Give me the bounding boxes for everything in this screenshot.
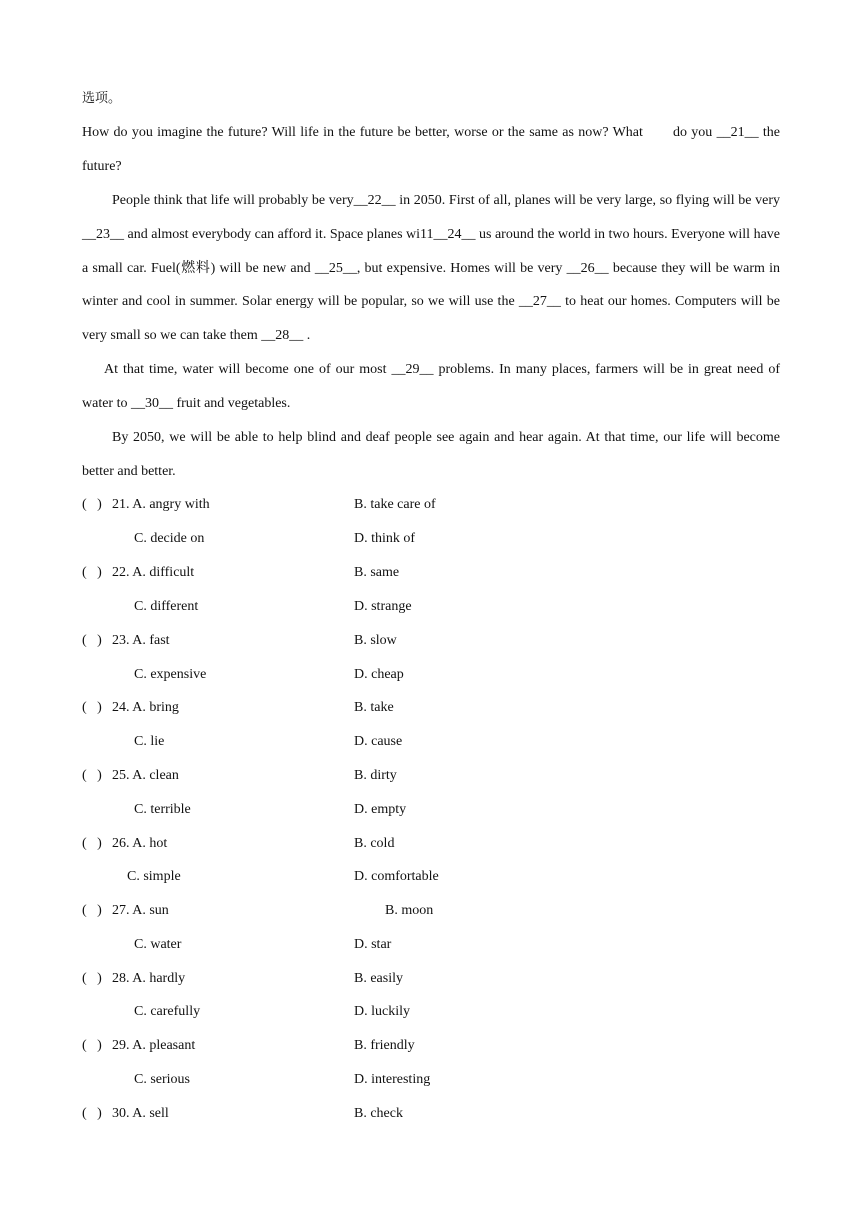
question-23-row-1 bbox=[82, 630, 397, 652]
answer-blank-22[interactable]: ( ) bbox=[82, 565, 102, 580]
option-28-d: D. luckily bbox=[354, 1004, 410, 1019]
answer-blank-26[interactable]: ( ) bbox=[82, 836, 102, 851]
option-21-a: 21. A. angry with bbox=[112, 497, 210, 512]
option-29-c: C. serious bbox=[134, 1072, 190, 1087]
question-24-row-1 bbox=[82, 697, 394, 719]
option-26-d: D. comfortable bbox=[354, 869, 439, 884]
passage-paragraph-4: By 2050, we will be able to help blind and deaf people see again and hear again. At that time, our life will become better and better. bbox=[82, 430, 780, 479]
option-21-d: D. think of bbox=[354, 531, 416, 546]
question-29-row-1 bbox=[82, 1035, 415, 1057]
answer-blank-27[interactable]: ( ) bbox=[82, 903, 102, 918]
option-28-c: C. carefully bbox=[134, 1004, 201, 1019]
option-24-a: 24. A. bring bbox=[112, 700, 179, 715]
option-24-b: B. take bbox=[354, 700, 394, 715]
question-26-row-1 bbox=[82, 833, 395, 855]
option-24-c: C. lie bbox=[134, 734, 165, 749]
answer-blank-24[interactable]: ( ) bbox=[82, 700, 102, 715]
answer-blank-25[interactable]: ( ) bbox=[82, 768, 102, 783]
option-25-d: D. empty bbox=[354, 802, 407, 817]
option-22-d: D. strange bbox=[354, 599, 412, 614]
option-22-a: 22. A. difficult bbox=[112, 565, 195, 580]
section-lead-text: 选项。 bbox=[82, 91, 122, 106]
option-24-d: D. cause bbox=[354, 734, 403, 749]
answer-blank-21[interactable]: ( ) bbox=[82, 497, 102, 512]
option-25-a: 25. A. clean bbox=[112, 768, 179, 783]
option-26-b: B. cold bbox=[354, 836, 395, 851]
option-29-d: D. interesting bbox=[354, 1072, 431, 1087]
passage-paragraph-3: At that time, water will become one of our most __29__ problems. In many places, farmers will be in great need of water to __30__ fruit and vegetables. bbox=[82, 362, 780, 411]
option-28-b: B. easily bbox=[354, 971, 403, 986]
option-21-b: B. take care of bbox=[354, 497, 436, 512]
option-25-c: C. terrible bbox=[134, 802, 191, 817]
option-23-d: D. cheap bbox=[354, 667, 404, 682]
option-22-c: C. different bbox=[134, 599, 199, 614]
option-29-a: 29. A. pleasant bbox=[112, 1038, 196, 1053]
passage-paragraph-1: How do you imagine the future? Will life in the future be better, worse or the same as now? What do you __21__ the future? bbox=[82, 125, 780, 174]
answer-blank-28[interactable]: ( ) bbox=[82, 971, 102, 986]
option-26-c: C. simple bbox=[127, 869, 181, 884]
option-28-a: 28. A. hardly bbox=[112, 971, 186, 986]
option-23-c: C. expensive bbox=[134, 667, 207, 682]
option-23-a: 23. A. fast bbox=[112, 633, 170, 648]
option-27-d: D. star bbox=[354, 937, 392, 952]
option-29-b: B. friendly bbox=[354, 1038, 415, 1053]
question-21-row-1 bbox=[82, 494, 436, 516]
option-26-a: 26. A. hot bbox=[112, 836, 168, 851]
option-22-b: B. same bbox=[354, 565, 400, 580]
question-30-row-1 bbox=[82, 1103, 403, 1125]
option-21-c: C. decide on bbox=[134, 531, 205, 546]
answer-blank-30[interactable]: ( ) bbox=[82, 1106, 102, 1121]
question-25-row-1 bbox=[82, 765, 397, 787]
option-27-b: B. moon bbox=[385, 903, 434, 918]
passage-paragraph-2: People think that life will probably be very__22__ in 2050. First of all, planes will be very large, so flying will be very __23__ and almost everybody can afford it. Space planes wi11__24__ us around the world in two hours. Everyone will have a small car. Fuel(燃料) will be new and __25__, but expensive. Homes will be very __26__ because they will be warm in winter and cool in summer. Solar energy will be popular, so we will use the __27__ to heat our homes. Computers will be very small so we can take them __28__ . bbox=[82, 193, 780, 344]
answer-blank-29[interactable]: ( ) bbox=[82, 1038, 102, 1053]
option-25-b: B. dirty bbox=[354, 768, 397, 783]
option-23-b: B. slow bbox=[354, 633, 397, 648]
question-22-row-1 bbox=[82, 562, 400, 584]
option-30-a: 30. A. sell bbox=[112, 1106, 169, 1121]
option-27-a: 27. A. sun bbox=[112, 903, 169, 918]
question-27-row-1 bbox=[82, 900, 434, 922]
option-30-b: B. check bbox=[354, 1106, 403, 1121]
answer-blank-23[interactable]: ( ) bbox=[82, 633, 102, 648]
question-28-row-1 bbox=[82, 968, 403, 990]
option-27-c: C. water bbox=[134, 937, 182, 952]
